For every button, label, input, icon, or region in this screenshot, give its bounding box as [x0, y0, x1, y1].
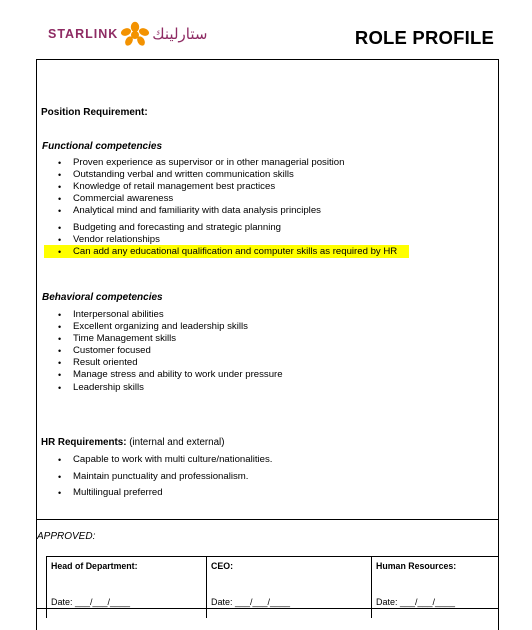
hr-heading-label: HR Requirements:: [41, 437, 127, 448]
list-item: • Budgeting and forecasting and strategic planning: [41, 222, 397, 234]
list-item: • Commercial awareness: [41, 193, 344, 205]
position-requirement-heading: Position Requirement:: [41, 107, 148, 118]
head-of-department-date: Date: ___/___/____: [51, 597, 131, 607]
list-item: • Vendor relationships: [41, 234, 397, 246]
hr-list: [41, 452, 272, 502]
hr-requirements-heading: [41, 437, 225, 448]
hr-heading-note: (internal and external): [126, 437, 225, 448]
list-item: • Analytical mind and familiarity with data analysis principles: [41, 205, 344, 217]
list-item: • Leadership skills: [41, 382, 283, 394]
behavioral-list: [41, 309, 283, 394]
list-item: • Outstanding verbal and written communication skills: [41, 169, 344, 181]
behavioral-competencies-heading: Behavioral competencies: [42, 292, 163, 303]
list-item: • Knowledge of retail management best practices: [41, 181, 344, 193]
list-item: • Interpersonal abilities: [41, 309, 283, 321]
list-item: • Time Management skills: [41, 333, 283, 345]
company-logo: [48, 22, 207, 46]
list-item: • Result oriented: [41, 357, 283, 369]
highlighted-list-item: • Can add any educational qualification and computer skills as required by HR: [41, 246, 397, 258]
list-item: • Excellent organizing and leadership skills: [41, 321, 283, 333]
list-item: • Proven experience as supervisor or in other managerial position: [41, 157, 344, 169]
list-item: • Customer focused: [41, 345, 283, 357]
list-item: • Manage stress and ability to work under pressure: [41, 369, 283, 381]
bottom-line: [36, 608, 498, 609]
head-of-department-label: Head of Department:: [51, 561, 138, 571]
functional-list: [41, 157, 344, 217]
logo-arabic-text: ستارلينك: [152, 25, 208, 43]
human-resources-label: Human Resources:: [376, 561, 457, 571]
starlink-star-logo-icon: [120, 21, 150, 47]
list-item: • Multilingual preferred: [41, 485, 272, 502]
approved-label: APPROVED:: [37, 531, 96, 542]
functional-competencies-heading: Functional competencies: [42, 141, 163, 152]
section-divider: [36, 519, 498, 520]
list-item: • Maintain punctuality and professionalism.: [41, 469, 272, 486]
logo-text: STARLINK: [48, 27, 119, 41]
list-item: • Capable to work with multi culture/nationalities.: [41, 452, 272, 469]
page-title: ROLE PROFILE: [354, 27, 494, 48]
human-resources-date: Date: ___/___/____: [376, 597, 456, 607]
ceo-label: CEO:: [211, 561, 233, 571]
ceo-date: Date: ___/___/____: [211, 597, 291, 607]
functional-list-continued: [41, 222, 397, 258]
